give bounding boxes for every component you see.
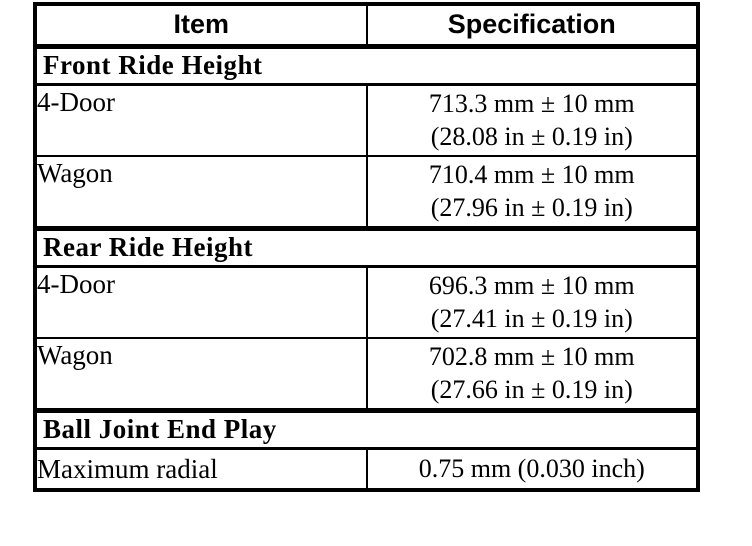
item-cell: Wagon [37,338,367,410]
spec-imperial-value: (28.08 in ± 0.19 in) [430,122,633,152]
spec-metric-value: 702.8 mm ± 10 mm [428,342,635,372]
section-row-rear-ride-height [37,228,696,266]
spec-metric-value: 710.4 mm ± 10 mm [428,160,635,190]
spec-cell [367,338,697,410]
item-cell: 4-Door [37,84,367,156]
item-cell: Maximum radial [37,448,367,488]
table-row [37,448,696,488]
spec-cell [367,448,697,488]
column-header-specification: Specification [447,9,616,40]
section-row-ball-joint-end-play [37,410,696,448]
spec-imperial-value: (27.96 in ± 0.19 in) [430,193,633,223]
table-row [37,338,696,410]
spec-cell [367,266,697,338]
item-cell: 4-Door [37,266,367,338]
spec-cell [367,156,697,228]
item-cell: Wagon [37,156,367,228]
section-row-front-ride-height [37,46,696,84]
table-row [37,84,696,156]
spec-metric-value: 713.3 mm ± 10 mm [428,89,635,119]
specifications-table [33,2,700,492]
spec-metric-value: 0.75 mm (0.030 inch) [418,454,645,484]
column-header-item: Item [37,6,367,46]
spec-metric-value: 696.3 mm ± 10 mm [428,271,635,301]
section-title: Ball Joint End Play [37,410,696,448]
table-row [37,266,696,338]
spec-cell [367,84,697,156]
table-row [37,156,696,228]
spec-imperial-value: (27.66 in ± 0.19 in) [430,375,633,405]
table-header-row [37,6,696,46]
spec-table [37,6,696,488]
section-title: Rear Ride Height [37,228,696,266]
spec-imperial-value: (27.41 in ± 0.19 in) [430,304,633,334]
section-title: Front Ride Height [37,46,696,84]
